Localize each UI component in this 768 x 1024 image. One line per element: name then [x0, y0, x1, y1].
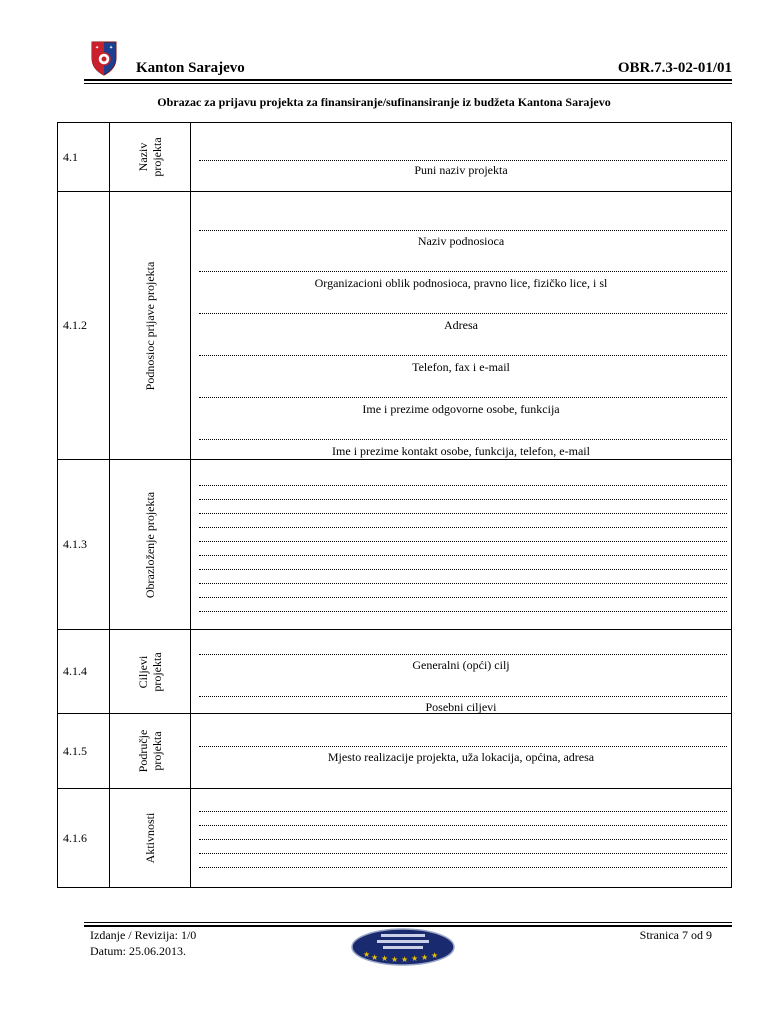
header-rule [84, 79, 732, 81]
svg-text:✦: ✦ [109, 46, 114, 51]
field-caption: Posebni ciljevi [425, 700, 497, 714]
field-caption: Puni naziv projekta [414, 163, 508, 177]
section-content [191, 123, 732, 192]
canton-seal-logo [351, 928, 455, 966]
section-content [191, 192, 732, 460]
section-row-4-1 [58, 123, 732, 192]
field-caption: Ime i prezime kontakt osobe, funkcija, telefon, e-mail [332, 444, 590, 458]
section-row-4-1-5 [58, 714, 732, 789]
section-label-cell [110, 460, 191, 630]
svg-text:★: ★ [363, 950, 371, 959]
input-line[interactable] [199, 867, 727, 868]
form-code: OBR.7.3-02-01/01 [617, 60, 732, 76]
input-line[interactable] [199, 746, 727, 747]
section-number: 4.1.6 [58, 789, 110, 888]
section-content [191, 714, 732, 789]
input-line[interactable] [199, 313, 727, 314]
form-title: Obrazac za prijavu projekta za finansiranje/sufinansiranje iz budžeta Kantona Sarajevo [157, 95, 611, 109]
input-line[interactable] [199, 527, 727, 528]
field-caption: Generalni (opći) cilj [412, 658, 510, 672]
input-line[interactable] [199, 853, 727, 854]
field-caption: Telefon, fax i e-mail [412, 360, 510, 374]
section-label-cell [110, 630, 191, 714]
input-line[interactable] [199, 839, 727, 840]
section-label-cell [110, 192, 191, 460]
header-rule-thin [84, 83, 732, 84]
section-row-4-1-3 [58, 460, 732, 630]
field-caption: Ime i prezime odgovorne osobe, funkcija [362, 402, 560, 416]
section-number: 4.1.5 [58, 714, 110, 789]
section-row-4-1-4 [58, 630, 732, 714]
section-content [191, 630, 732, 714]
section-row-4-1-6 [58, 789, 732, 888]
section-label: Naziv projekta [136, 137, 164, 177]
field-caption: Naziv podnosioca [417, 234, 505, 248]
input-line[interactable] [199, 696, 727, 697]
input-line[interactable] [199, 555, 727, 556]
input-line[interactable] [199, 271, 727, 272]
coat-of-arms-logo [90, 40, 118, 76]
input-line[interactable] [199, 230, 727, 231]
input-line[interactable] [199, 355, 727, 356]
input-line[interactable] [199, 597, 727, 598]
field-caption: Adresa [444, 318, 478, 332]
input-line[interactable] [199, 499, 727, 500]
section-number: 4.1.2 [58, 192, 110, 460]
section-label: Obrazloženje projekta [143, 491, 157, 598]
svg-text:★: ★ [391, 955, 399, 964]
input-line[interactable] [199, 513, 727, 514]
field-caption: Organizacioni oblik podnosioca, pravno lice, fizičko lice, i sl [314, 276, 608, 290]
section-label-cell [110, 714, 191, 789]
section-label: Područje projekta [136, 729, 164, 773]
input-line[interactable] [199, 811, 727, 812]
section-number: 4.1.4 [58, 630, 110, 714]
footer-rule [84, 925, 732, 927]
section-number: 4.1.3 [58, 460, 110, 630]
field-caption: Mjesto realizacije projekta, uža lokacija, općina, adresa [327, 750, 595, 764]
section-label-cell [110, 789, 191, 888]
svg-text:★: ★ [401, 955, 409, 964]
svg-text:★: ★ [421, 953, 429, 962]
svg-text:★: ★ [431, 951, 439, 960]
section-label: Podnosioc prijave projekta [143, 261, 157, 390]
input-line[interactable] [199, 160, 727, 161]
date-info: Datum: 25.06.2013. [90, 944, 186, 958]
input-line[interactable] [199, 654, 727, 655]
section-content [191, 789, 732, 888]
section-label: Ciljevi projekta [136, 651, 164, 692]
section-label-cell [110, 123, 191, 192]
input-line[interactable] [199, 569, 727, 570]
svg-text:★: ★ [411, 954, 419, 963]
input-line[interactable] [199, 397, 727, 398]
page-number: Stranica 7 od 9 [639, 928, 712, 942]
revision-info: Izdanje / Revizija: 1/0 [90, 928, 197, 942]
input-line[interactable] [199, 825, 727, 826]
svg-text:✦: ✦ [95, 46, 100, 51]
svg-text:★: ★ [381, 954, 389, 963]
section-content [191, 460, 732, 630]
footer-rule-thin [84, 922, 732, 923]
svg-text:★: ★ [371, 953, 379, 962]
section-number: 4.1 [58, 123, 110, 192]
input-line[interactable] [199, 541, 727, 542]
section-row-4-1-2 [58, 192, 732, 460]
input-line[interactable] [199, 485, 727, 486]
project-form-table [57, 122, 732, 888]
input-line[interactable] [199, 611, 727, 612]
section-label: Aktivnosti [143, 812, 157, 864]
input-line[interactable] [199, 583, 727, 584]
organization-name: Kanton Sarajevo [136, 60, 245, 76]
page-header [84, 40, 732, 82]
input-line[interactable] [199, 439, 727, 440]
